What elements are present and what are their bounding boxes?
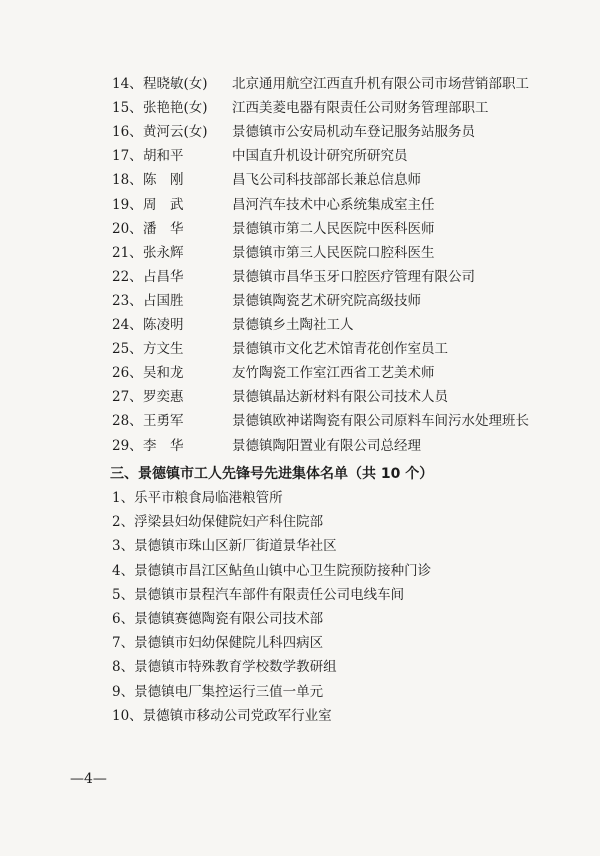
row-number: 19、 bbox=[112, 196, 143, 213]
honoree-name: 吴和龙 bbox=[143, 365, 184, 382]
honoree-unit: 友竹陶瓷工作室江西省工艺美术师 bbox=[232, 365, 435, 382]
row-number: 20、 bbox=[112, 220, 143, 237]
collective-row: 5、景德镇市景程汽车部件有限责任公司电线车间 bbox=[112, 586, 405, 603]
honoree-name: 陈 刚 bbox=[143, 172, 184, 189]
honoree-name: 王勇军 bbox=[143, 413, 184, 430]
collective-row: 6、景德镇赛德陶瓷有限公司技术部 bbox=[112, 611, 324, 627]
collective-row: 9、景德镇电厂集控运行三值一单元 bbox=[112, 683, 324, 700]
honoree-unit: 景德镇市第二人民医院中医科医师 bbox=[232, 220, 435, 237]
honoree-name: 黄河云(女) bbox=[143, 124, 208, 141]
honoree-name: 方文生 bbox=[143, 341, 184, 358]
honoree-unit: 景德镇欧神诺陶瓷有限公司原料车间污水处理班长 bbox=[232, 413, 529, 430]
honoree-unit: 景德镇市公安局机动车登记服务站服务员 bbox=[232, 124, 475, 141]
honoree-name: 张永辉 bbox=[143, 244, 184, 261]
honoree-name: 占国胜 bbox=[143, 292, 184, 309]
collective-row: 10、景德镇市移动公司党政军行业室 bbox=[112, 707, 332, 724]
row-number: 28、 bbox=[112, 413, 143, 430]
honoree-unit: 景德镇陶阳置业有限公司总经理 bbox=[232, 437, 421, 454]
honoree-unit: 昌飞公司科技部部长兼总信息师 bbox=[232, 172, 421, 189]
row-number: 29、 bbox=[112, 437, 143, 454]
collective-row: 4、景德镇市昌江区鲇鱼山镇中心卫生院预防接种门诊 bbox=[112, 562, 432, 579]
row-number: 17、 bbox=[112, 148, 143, 165]
honoree-name: 占昌华 bbox=[143, 268, 184, 285]
honoree-name: 罗奕惠 bbox=[143, 389, 184, 406]
honoree-name: 程晓敏(女) bbox=[143, 76, 208, 92]
row-number: 26、 bbox=[112, 365, 143, 382]
row-number: 14、 bbox=[112, 76, 143, 92]
row-number: 23、 bbox=[112, 292, 143, 309]
honoree-unit: 景德镇陶瓷艺术研究院高级技师 bbox=[232, 292, 421, 309]
row-number: 18、 bbox=[112, 172, 143, 189]
row-number: 25、 bbox=[112, 341, 143, 358]
row-number: 27、 bbox=[112, 389, 143, 406]
honoree-name: 陈凌明 bbox=[143, 317, 184, 333]
honoree-name: 李 华 bbox=[143, 437, 184, 454]
honoree-name: 胡和平 bbox=[143, 148, 184, 165]
honoree-name: 潘 华 bbox=[143, 220, 184, 237]
collective-row: 7、景德镇市妇幼保健院儿科四病区 bbox=[112, 635, 324, 652]
honoree-name: 张艳艳(女) bbox=[143, 100, 208, 117]
honoree-unit: 景德镇晶达新材料有限公司技术人员 bbox=[232, 389, 448, 406]
honoree-unit: 景德镇市文化艺术馆青花创作室员工 bbox=[232, 341, 448, 358]
section-heading: 三、景德镇市工人先锋号先进集体名单（共 10 个） bbox=[110, 466, 434, 482]
row-number: 22、 bbox=[112, 268, 143, 285]
collective-row: 3、景德镇市珠山区新厂街道景华社区 bbox=[112, 538, 337, 555]
honoree-unit: 北京通用航空江西直升机有限公司市场营销部职工 bbox=[232, 76, 529, 92]
honoree-name: 周 武 bbox=[143, 196, 184, 213]
honoree-unit: 景德镇市第三人民医院口腔科医生 bbox=[232, 244, 435, 261]
row-number: 21、 bbox=[112, 244, 143, 261]
collective-row: 8、景德镇市特殊教育学校数学教研组 bbox=[112, 659, 337, 676]
honoree-unit: 江西美菱电器有限责任公司财务管理部职工 bbox=[232, 100, 489, 117]
row-number: 16、 bbox=[112, 124, 143, 141]
collective-row: 1、乐平市粮食局临港粮管所 bbox=[112, 490, 283, 506]
honoree-unit: 昌河汽车技术中心系统集成室主任 bbox=[232, 196, 435, 213]
collective-row: 2、浮梁县妇幼保健院妇产科住院部 bbox=[112, 514, 324, 531]
honoree-unit: 景德镇乡土陶社工人 bbox=[232, 317, 354, 333]
row-number: 24、 bbox=[112, 317, 143, 333]
honoree-unit: 中国直升机设计研究所研究员 bbox=[232, 148, 408, 165]
page-number: —4— bbox=[70, 771, 107, 787]
honoree-unit: 景德镇市昌华玉牙口腔医疗管理有限公司 bbox=[232, 268, 475, 285]
row-number: 15、 bbox=[112, 100, 143, 117]
